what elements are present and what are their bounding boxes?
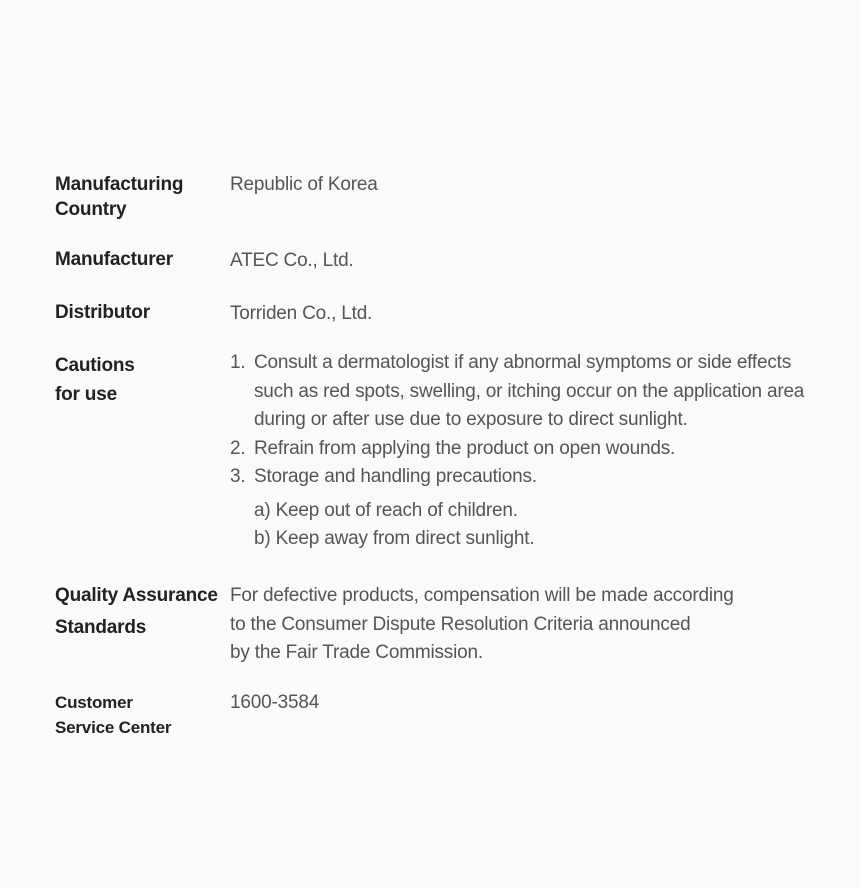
caution-text-line: Storage and handling precautions. bbox=[254, 466, 537, 487]
caution-text-line: Refrain from applying the product on open wounds. bbox=[254, 437, 676, 459]
distributor-row bbox=[55, 300, 815, 352]
product-info-table bbox=[55, 172, 815, 740]
cautions-value bbox=[230, 352, 815, 554]
caution-item-1 bbox=[230, 349, 815, 435]
caution-sub-list bbox=[254, 497, 815, 554]
cautions-label: Cautions for use bbox=[55, 355, 135, 405]
caution-sub-item: a) Keep out of reach of children. bbox=[254, 499, 518, 521]
cautions-list bbox=[230, 349, 815, 554]
caution-text-line: Consult a dermatologist if any abnormal symptoms or side effects bbox=[254, 352, 792, 373]
quality-text-line: to the Consumer Dispute Resolution Criteria announced bbox=[230, 613, 691, 635]
caution-item-3 bbox=[230, 463, 815, 554]
quality-assurance-row bbox=[55, 582, 815, 690]
manufacturing-country-value: Republic of Korea bbox=[230, 174, 378, 195]
cautions-row bbox=[55, 352, 815, 582]
quality-text-line: For defective products, compensation will be made according bbox=[230, 585, 734, 606]
manufacturer-row bbox=[55, 247, 815, 300]
caution-text-line: such as red spots, swelling, or itching occur on the application area bbox=[254, 380, 805, 402]
quality-assurance-label: Quality Assurance Standards bbox=[55, 585, 218, 638]
distributor-label: Distributor bbox=[55, 302, 150, 323]
caution-text-line: during or after use due to exposure to direct sunlight. bbox=[254, 409, 688, 430]
customer-service-label: Customer Service Center bbox=[55, 693, 172, 737]
caution-number: 3. bbox=[230, 466, 246, 487]
quality-assurance-value bbox=[230, 582, 815, 668]
caution-number: 1. bbox=[230, 352, 246, 373]
manufacturer-value: ATEC Co., Ltd. bbox=[230, 250, 354, 271]
customer-service-row bbox=[55, 690, 815, 740]
manufacturing-country-row bbox=[55, 172, 815, 247]
manufacturer-label: Manufacturer bbox=[55, 249, 173, 270]
quality-text-line: by the Fair Trade Commission. bbox=[230, 642, 483, 663]
distributor-value: Torriden Co., Ltd. bbox=[230, 303, 373, 324]
manufacturing-country-label: Manufacturing Country bbox=[55, 174, 184, 220]
caution-sub-item: b) Keep away from direct sunlight. bbox=[254, 528, 535, 549]
caution-number: 2. bbox=[230, 437, 246, 459]
caution-item-2 bbox=[230, 435, 815, 464]
customer-service-phone: 1600-3584 bbox=[230, 692, 320, 713]
